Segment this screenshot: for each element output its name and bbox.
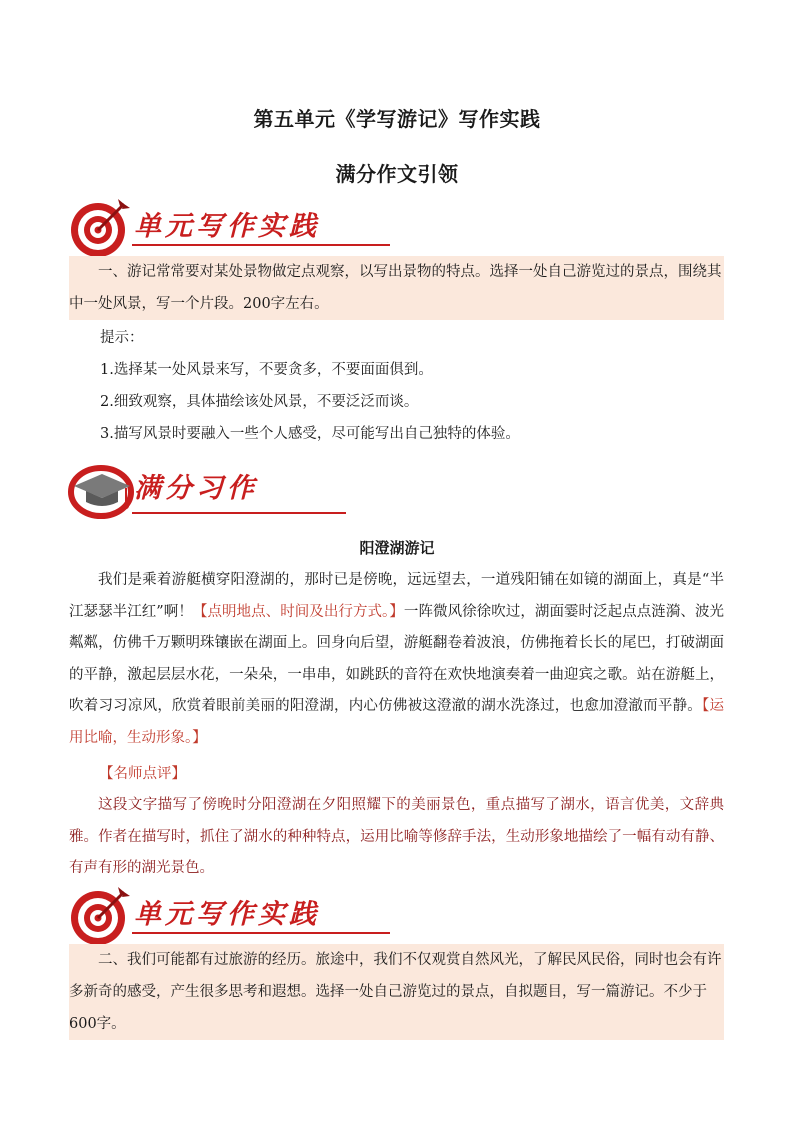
essay-text: 一阵微风徐徐吹过，湖面霎时泛起点点涟漪、波光粼粼，仿佛千万颗明珠镶嵌在湖面上。回身向后望，游艇翻卷着波浪，仿佛拖着长长的尾巴，打破湖面的平静，激起层层水花，一朵朵，一串串，如跳跃的音符在欢快地演奏着一曲迎宾之歌。站在游艇上，吹着习习凉风，欣赏着眼前美丽的阳澄湖，内心仿佛被这澄澈的湖水洗涤过，也愈加澄澈而平静。 bbox=[69, 603, 725, 714]
section-banner-practice-2 bbox=[68, 884, 338, 950]
annotation-note: 【运用比喻，生动形象。】 bbox=[69, 698, 725, 746]
section-banner-model-essay bbox=[68, 458, 338, 524]
tips-label: 提示： bbox=[100, 330, 144, 346]
essay-body bbox=[69, 565, 724, 754]
annotation-note: 【点明地点、时间及出行方式。】 bbox=[192, 603, 404, 620]
essay-text: 我们是乘着游艇横穿阳澄湖的，那时已是傍晚，远远望去，一道残阳铺在如镜的湖面上，真是“半江瑟瑟半江红”啊！ bbox=[69, 572, 724, 620]
banner-label: 单元写作实践 bbox=[134, 211, 320, 242]
banner-label: 单元写作实践 bbox=[134, 899, 320, 930]
section-banner-practice-1 bbox=[68, 196, 338, 262]
target-icon bbox=[68, 196, 138, 262]
graduation-cap-icon bbox=[68, 458, 138, 524]
prompt-text: 一、游记常常要对某处景物做定点观察，以写出景物的特点。选择一处自己游览过的景点，围绕其中一处风景，写一个片段。200字左右。 bbox=[69, 264, 722, 312]
target-icon bbox=[68, 884, 138, 950]
banner-underline bbox=[132, 932, 390, 934]
banner-underline bbox=[132, 244, 390, 246]
tips-list bbox=[100, 322, 520, 450]
prompt-box-2 bbox=[69, 944, 724, 1040]
comment-label: 【名师点评】 bbox=[99, 766, 186, 782]
banner-underline bbox=[132, 512, 346, 514]
prompt-box-1 bbox=[69, 256, 724, 320]
tip-item: 3.描写风景时要融入一些个人感受，尽可能写出自己独特的体验。 bbox=[100, 426, 520, 442]
tip-item: 2.细致观察，具体描绘该处风景，不要泛泛而谈。 bbox=[100, 394, 419, 410]
teacher-comment: 这段文字描写了傍晚时分阳澄湖在夕阳照耀下的美丽景色，重点描写了湖水，语言优美，文辞典雅。作者在描写时，抓住了湖水的种种特点，运用比喻等修辞手法，生动形象地描绘了一幅有动有静、有声有形的湖光景色。 bbox=[69, 797, 724, 876]
page-subtitle: 满分作文引领 bbox=[335, 162, 459, 186]
tip-item: 1.选择某一处风景来写，不要贪多，不要面面俱到。 bbox=[100, 362, 433, 378]
page-title: 第五单元《学写游记》写作实践 bbox=[253, 107, 541, 131]
essay-title: 阳澄湖游记 bbox=[359, 539, 435, 557]
prompt-text: 二、我们可能都有过旅游的经历。旅途中，我们不仅观赏自然风光，了解民风民俗，同时也会有许多新奇的感受，产生很多思考和遐想。选择一处自己游览过的景点，自拟题目，写一篇游记。不少于600字。 bbox=[69, 952, 722, 1032]
banner-label: 满分习作 bbox=[134, 473, 258, 504]
